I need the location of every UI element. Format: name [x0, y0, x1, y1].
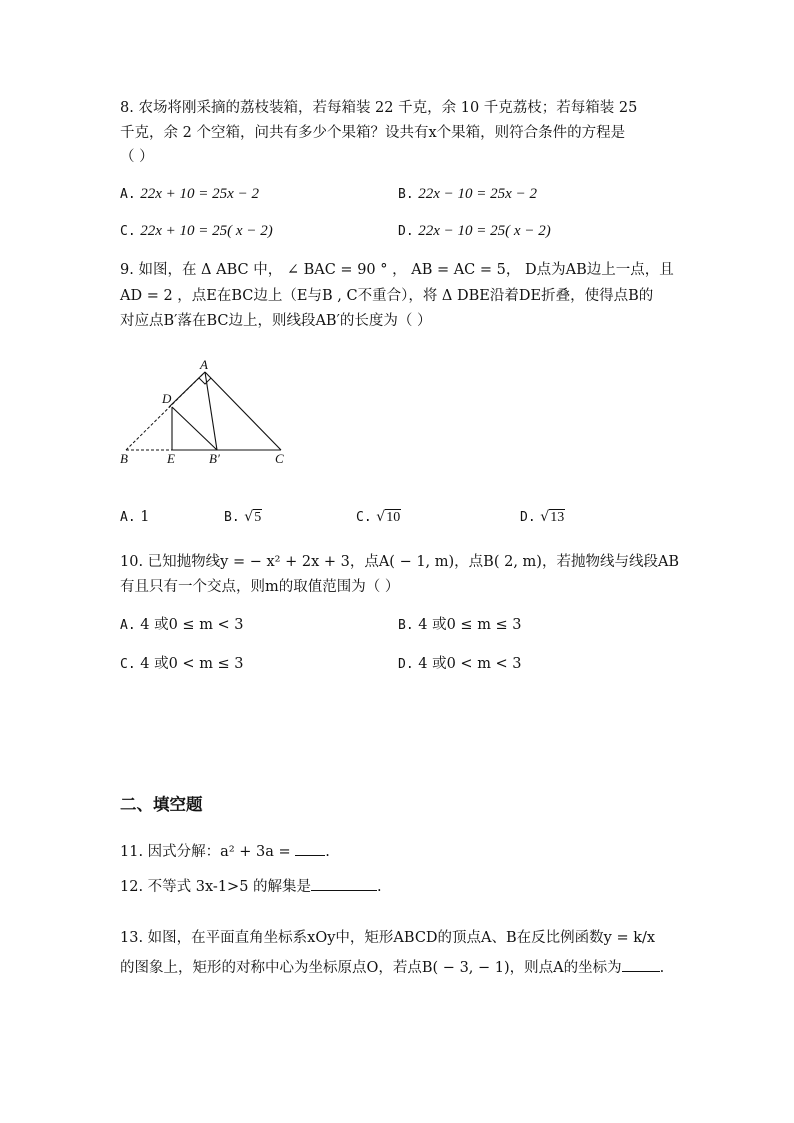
option-text: 13 [550, 510, 565, 525]
q10-option-a[interactable] [120, 615, 244, 636]
option-label: A. [120, 618, 136, 633]
answer-blank[interactable] [622, 957, 660, 972]
q9-option-d[interactable] [520, 507, 565, 528]
q8-option-c[interactable] [120, 221, 273, 242]
q11-end: . [325, 844, 330, 860]
label-A: A [200, 357, 208, 372]
answer-blank[interactable] [311, 876, 377, 891]
option-label: D. [520, 510, 536, 525]
option-label: C. [120, 657, 136, 672]
q8-option-a[interactable] [120, 184, 259, 205]
option-label: B. [224, 510, 240, 525]
q12-line [120, 876, 382, 897]
q12-end: . [377, 879, 382, 895]
option-label: D. [398, 224, 414, 239]
q12-text: 12. 不等式 3x-1>5 的解集是 [120, 879, 312, 895]
q9-triangle-figure [110, 355, 310, 470]
q13-text: 的图象上，矩形的对称中心为坐标原点O，若点B( − 3, − 1)，则点A的坐标为 [120, 960, 622, 976]
q9-option-c[interactable] [356, 507, 401, 528]
option-text: 4 或0 < m < 3 [418, 656, 522, 672]
option-label: A. [120, 510, 136, 525]
sqrt-sign: √13 [540, 509, 565, 525]
sqrt-sign: √10 [376, 509, 401, 525]
sqrt-sign: √5 [244, 509, 262, 525]
q10-option-c[interactable] [120, 654, 244, 675]
option-text: 22x + 10 = 25( x − 2) [140, 223, 273, 239]
label-C: C [275, 451, 284, 466]
q9-option-b[interactable] [224, 507, 262, 528]
option-text: 4 或0 < m ≤ 3 [140, 656, 244, 672]
option-label: A. [120, 187, 136, 202]
q9-option-a[interactable] [120, 507, 150, 528]
option-label: B. [398, 618, 414, 633]
q8-line-3: （ ） [120, 149, 154, 165]
q8-line-1: 8. 农场将刚采摘的荔枝装箱，若每箱装 22 千克，余 10 千克荔枝；若每箱装 25 [120, 100, 638, 116]
label-D: D [162, 391, 172, 406]
q10-option-d[interactable] [398, 654, 522, 675]
q11-line [120, 841, 330, 862]
option-text: 22x − 10 = 25( x − 2) [418, 223, 551, 239]
q9-line-1: 9. 如图，在 Δ ABC 中， ∠ BAC = 90 ° ， AB = AC = 5， D点为AB边上一点，且 [120, 262, 674, 278]
option-text: 1 [140, 509, 150, 525]
answer-blank[interactable] [295, 841, 325, 856]
q8-line-2: 千克，余 2 个空箱，问共有多少个果箱？设共有x个果箱，则符合条件的方程是 [120, 125, 626, 141]
q13-line-1: 13. 如图，在平面直角坐标系xOy中，矩形ABCD的顶点A、B在反比例函数y = k/x [120, 930, 656, 946]
option-text: 4 或0 ≤ m ≤ 3 [418, 617, 522, 633]
q10-line-2: 有且只有一个交点，则m的取值范围为（ ） [120, 579, 400, 595]
option-label: D. [398, 657, 414, 672]
option-text: 22x − 10 = 25x − 2 [418, 186, 537, 202]
label-B: B [120, 451, 128, 466]
option-text: 4 或0 ≤ m < 3 [140, 617, 244, 633]
q13-end: . [659, 960, 665, 976]
section-heading: 二、填空题 [120, 795, 203, 814]
q9-line-3: 对应点B′落在BC边上，则线段AB′的长度为（ ） [120, 313, 432, 329]
q9-line-2: AD = 2 ，点E在BC边上（E与B , C不重合），将 Δ DBE沿着DE折叠，使得点B的 [120, 288, 654, 304]
q8-option-d[interactable] [398, 221, 551, 242]
option-text: 22x + 10 = 25x − 2 [140, 186, 259, 202]
label-B-prime: B′ [209, 451, 220, 466]
option-label: C. [356, 510, 372, 525]
q10-option-b[interactable] [398, 615, 522, 636]
q13-line-2 [120, 957, 664, 978]
option-label: C. [120, 224, 136, 239]
label-E: E [167, 451, 175, 466]
q10-line-1: 10. 已知抛物线y = − x² + 2x + 3，点A( − 1, m)，点B( 2, m)，若抛物线与线段AB [120, 554, 680, 570]
option-text: 10 [386, 510, 401, 525]
option-label: B. [398, 187, 414, 202]
q8-option-b[interactable] [398, 184, 537, 205]
option-text: 5 [254, 510, 262, 525]
q11-text: 11. 因式分解：a² + 3a = [120, 844, 291, 860]
